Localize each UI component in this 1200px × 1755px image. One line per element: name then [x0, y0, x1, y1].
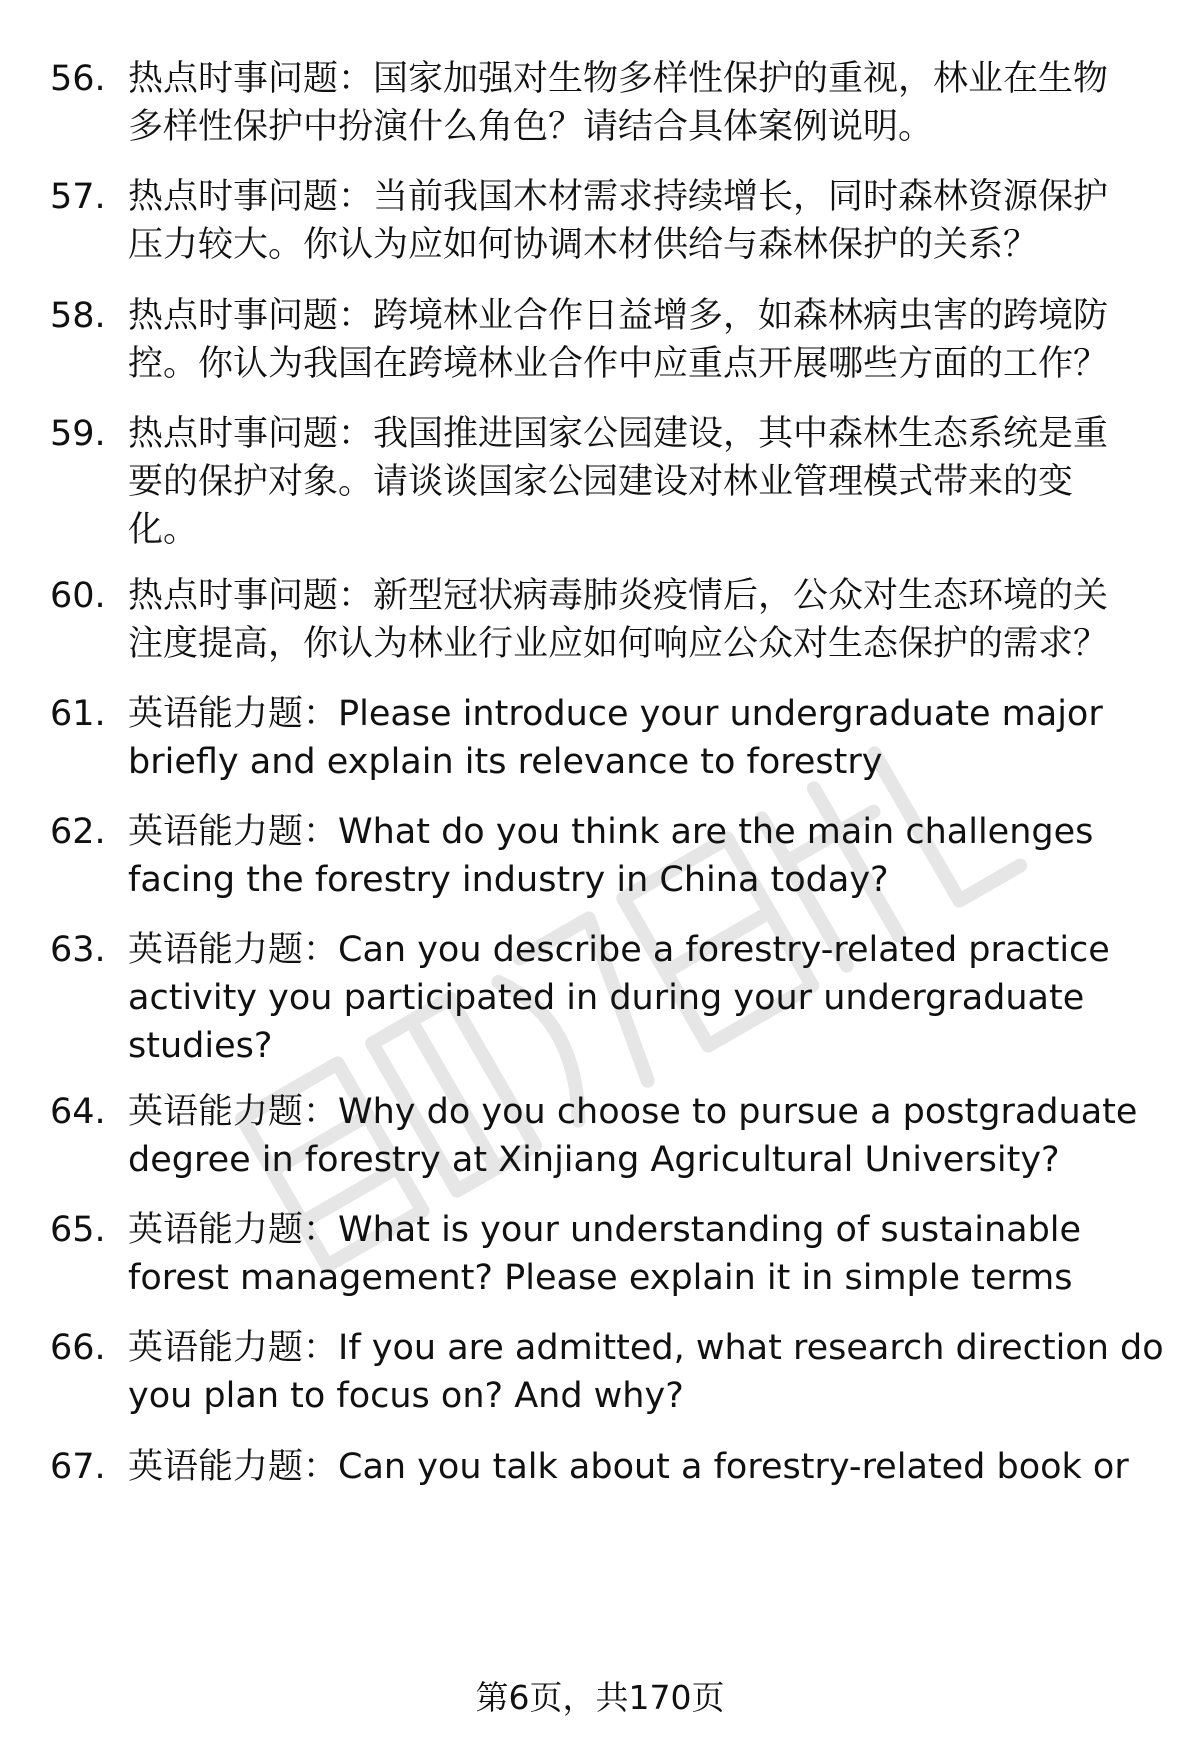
question-text-line: studies?: [128, 1026, 273, 1066]
question-text-line: 压力较大。你认为应如何协调木材供给与森林保护的关系？: [128, 225, 1039, 265]
question-text-line: 注度提高，你认为林业行业应如何响应公众对生态保护的需求？: [128, 624, 1109, 664]
question-text-line: degree in forestry at Xinjiang Agricultural University?: [128, 1140, 1060, 1180]
question-text-line: briefly and explain its relevance to forestry: [128, 742, 883, 782]
question-text-line: facing the forestry industry in China today?: [128, 860, 889, 900]
question-text: [128, 690, 1200, 786]
question-text-line: 英语能力题：If you are admitted, what research direction do: [128, 1328, 1164, 1368]
question-text-line: 热点时事问题：国家加强对生物多样性保护的重视，林业在生物: [128, 59, 1109, 99]
question-text: [128, 1206, 1200, 1302]
question-text: [128, 926, 1200, 1070]
question-text: [128, 808, 1200, 904]
question-text-line: you plan to focus on? And why?: [128, 1376, 684, 1416]
question-text-line: 英语能力题：What is your understanding of sustainable: [128, 1210, 1082, 1250]
question-text: [128, 1324, 1200, 1420]
question-text: [128, 1088, 1200, 1184]
question-text-line: forest management? Please explain it in simple terms: [128, 1258, 1073, 1298]
question-text: [128, 55, 1200, 151]
question-text-line: 热点时事问题：当前我国木材需求持续增长，同时森林资源保护: [128, 177, 1109, 217]
question-number: 60.: [50, 576, 106, 616]
question-text: [128, 572, 1200, 668]
question-text-line: 要的保护对象。请谈谈国家公园建设对林业管理模式带来的变: [128, 462, 1074, 502]
question-text-line: 多样性保护中扮演什么角色？请结合具体案例说明。: [128, 107, 934, 147]
question-text: [128, 292, 1200, 388]
question-number: 61.: [50, 694, 106, 734]
question-number: 62.: [50, 812, 106, 852]
question-text-line: 控。你认为我国在跨境林业合作中应重点开展哪些方面的工作？: [128, 344, 1109, 384]
question-text-line: 英语能力题：Can you describe a forestry-related practice: [128, 930, 1110, 970]
question-text-line: 热点时事问题：跨境林业合作日益增多，如森林病虫害的跨境防: [128, 296, 1109, 336]
question-number: 58.: [50, 296, 106, 336]
page-footer: 第6页，共170页: [475, 1678, 725, 1717]
question-number: 56.: [50, 59, 106, 99]
question-text: [128, 173, 1200, 269]
question-number: 63.: [50, 930, 106, 970]
question-number: 65.: [50, 1210, 106, 1250]
question-number: 57.: [50, 177, 106, 217]
question-number: 59.: [50, 414, 106, 454]
question-text-line: 英语能力题：What do you think are the main challenges: [128, 812, 1094, 852]
question-text-line: 英语能力题：Why do you choose to pursue a postgraduate: [128, 1092, 1138, 1132]
question-number: 67.: [50, 1447, 106, 1487]
question-text-line: 英语能力题：Please introduce your undergraduate major: [128, 694, 1103, 734]
question-number: 64.: [50, 1092, 106, 1132]
question-text: [128, 410, 1200, 554]
question-number: 66.: [50, 1328, 106, 1368]
question-text-line: 化。: [128, 510, 199, 550]
question-text-line: 热点时事问题：我国推进国家公园建设，其中森林生态系统是重: [128, 414, 1109, 454]
question-text: [128, 1443, 1200, 1491]
question-text-line: activity you participated in during your undergraduate: [128, 978, 1085, 1018]
question-text-line: 英语能力题：Can you talk about a forestry-related book or: [128, 1447, 1129, 1487]
question-text-line: 热点时事问题：新型冠状病毒肺炎疫情后，公众对生态环境的关: [128, 576, 1109, 616]
